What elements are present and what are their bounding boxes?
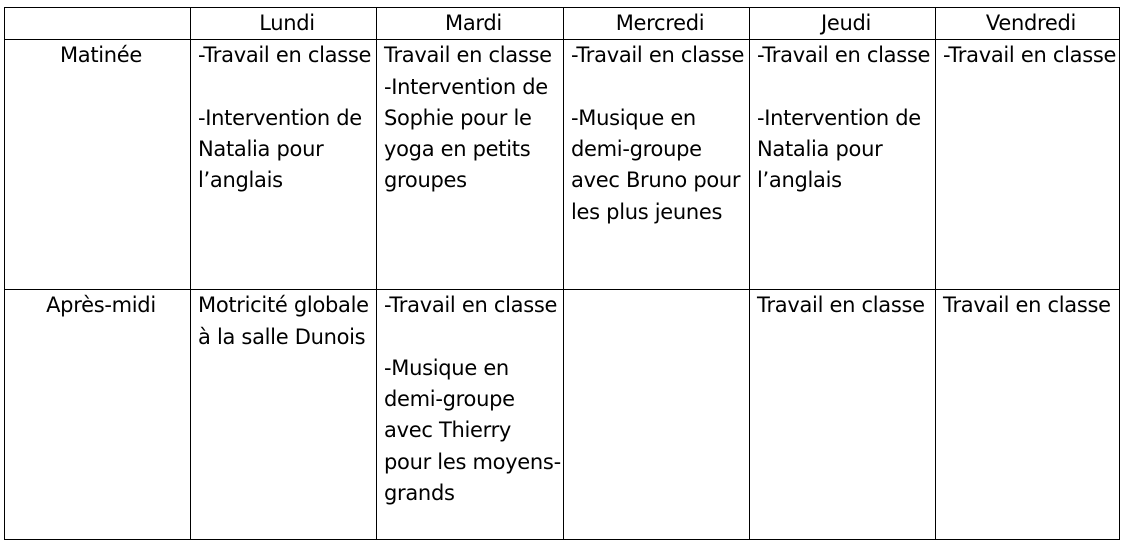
day-header-lundi: Lundi [191, 8, 377, 40]
cell-text: -Intervention de Sophie pour le yoga en petits groupes [384, 74, 548, 193]
cell-text: -Travail en classe [571, 43, 745, 68]
cell-text: Motricité globale à la salle Dunois [198, 293, 369, 349]
weekly-schedule-table [4, 7, 1120, 540]
cell-morning-vendredi [936, 40, 1120, 290]
row-label-afternoon: Après-midi [5, 290, 191, 540]
cell-text: -Musique en demi-groupe avec Thierry pour les moyens-grands [384, 355, 561, 506]
cell-text: -Travail en classe [384, 293, 558, 318]
afternoon-row [5, 290, 1120, 540]
cell-text: -Musique en demi-groupe avec Bruno pour les plus jeunes [571, 105, 741, 224]
cell-text: -Travail en classe [198, 43, 372, 68]
cell-text: -Intervention de Natalia pour l’anglais [198, 105, 362, 193]
cell-afternoon-mardi [377, 290, 564, 540]
cell-text: -Travail en classe [757, 43, 931, 68]
day-header-mercredi: Mercredi [564, 8, 750, 40]
day-header-mardi: Mardi [377, 8, 564, 40]
cell-morning-jeudi [750, 40, 936, 290]
day-header-vendredi: Vendredi [936, 8, 1120, 40]
cell-text: Travail en classe [757, 293, 925, 318]
day-header-jeudi: Jeudi [750, 8, 936, 40]
header-row [5, 8, 1120, 40]
cell-afternoon-mercredi [564, 290, 750, 540]
cell-morning-lundi [191, 40, 377, 290]
cell-text: Travail en classe [384, 43, 552, 68]
cell-afternoon-jeudi [750, 290, 936, 540]
cell-text: Travail en classe [943, 293, 1111, 318]
corner-cell [5, 8, 191, 40]
cell-text: -Travail en classe [943, 43, 1117, 68]
morning-row [5, 40, 1120, 290]
cell-afternoon-lundi [191, 290, 377, 540]
cell-morning-mercredi [564, 40, 750, 290]
cell-text: -Intervention de Natalia pour l’anglais [757, 105, 921, 193]
row-label-morning: Matinée [5, 40, 191, 290]
cell-morning-mardi [377, 40, 564, 290]
cell-afternoon-vendredi [936, 290, 1120, 540]
